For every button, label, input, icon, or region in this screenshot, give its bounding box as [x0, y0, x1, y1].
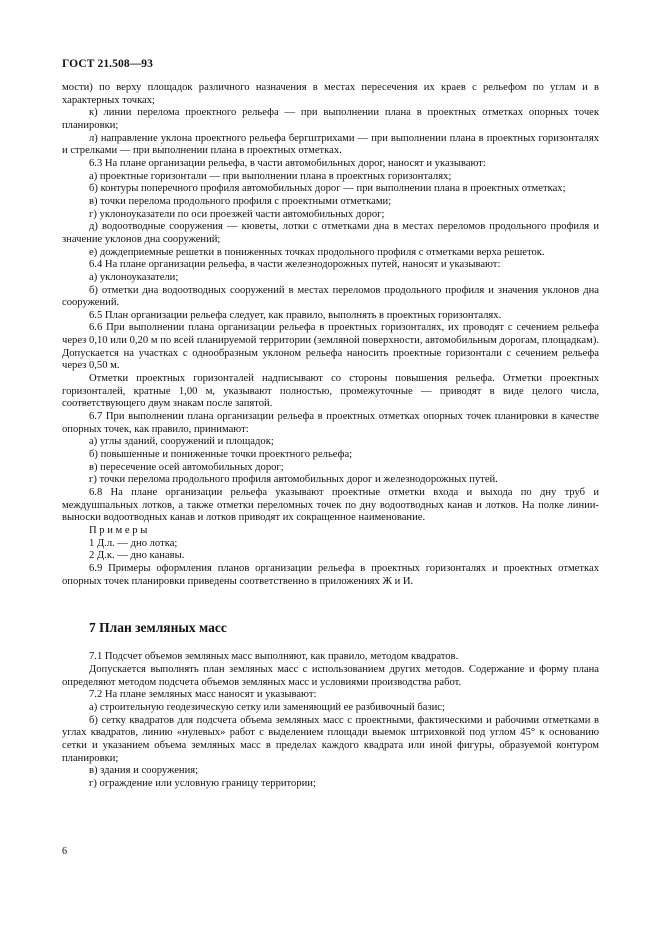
- document-header: ГОСТ 21.508—93: [62, 58, 153, 70]
- list-item: г) точки перелома продольного профиля автомобильных дорог и железнодорожных путей.: [89, 474, 498, 486]
- list-item: а) углы зданий, сооружений и площадок;: [89, 436, 274, 448]
- list-item: б) повышенные и пониженные точки проектного рельефа;: [89, 449, 353, 461]
- list-item: в) здания и сооружения;: [89, 765, 199, 777]
- paragraph: 6.7 При выполнении плана организации рельефа в проектных отметках опорных точек планировки в качестве опорных точек, как правило, принимают:: [62, 411, 599, 435]
- paragraph: 6.6 При выполнении плана организации рельефа в проектных горизонталях, их проводят с сечением рельефа через 0,10 или 0,20 м по всей планируемой территории (земляной поверхности, автомобильным дорогам, площадкам). Допускается на участках с однообразным уклоном рельефа наносить проектные горизонтали с сечением рельефа через 0,50 м.: [62, 322, 599, 372]
- paragraph: 6.4 На плане организации рельефа, в части железнодорожных путей, наносят и указывают:: [89, 259, 501, 271]
- paragraph: 6.3 На плане организации рельефа, в части автомобильных дорог, наносят и указывают:: [89, 157, 486, 169]
- list-item: а) уклоноуказатели;: [89, 271, 179, 283]
- list-item: л) направление уклона проектного рельефа бергштрихами — при выполнении плана в проектных горизонталях и стрелками — при выполнении плана в проектных отметках.: [62, 132, 599, 157]
- list-item: в) точки перелома продольного профиля с проектными отметками;: [89, 195, 392, 207]
- list-item: в) пересечение осей автомобильных дорог;: [89, 461, 284, 473]
- paragraph: Отметки проектных горизонталей надписывают со стороны повышения рельефа. Отметки проектных горизонталей, кратные 1,00 м, указывают полностью, промежуточные — приводят в виде целого числа, соответствующего двум знакам после запятой.: [62, 373, 599, 410]
- list-item: б) контуры поперечного профиля автомобильных дорог — при выполнении плана в проектных отметках;: [89, 183, 566, 195]
- paragraph: 7.1 Подсчет объемов земляных масс выполняют, как правило, методом квадратов.: [89, 651, 459, 663]
- document-body: [62, 82, 599, 790]
- list-item: б) сетку квадратов для подсчета объема земляных масс с проектными, фактическими и рабочими отметками в углах квадратов, линию «нулевых» работ с выделением площади выемок штриховкой под углом 45° к основанию сетки и указанием объема земляных масс в пределах каждого квадрата или иной фигуры, образуемой контуром планировки;: [62, 714, 599, 764]
- example-item: 2 Д.к. — дно канавы.: [89, 550, 185, 562]
- list-item: а) проектные горизонтали — при выполнении плана в проектных горизонталях;: [89, 170, 452, 182]
- list-item: е) дождеприемные решетки в пониженных точках продольного профиля с отметками верха решеток.: [89, 246, 545, 258]
- list-item: б) отметки дна водоотводных сооружений в местах переломов продольного профиля и значения уклонов дна сооружений.: [62, 284, 599, 309]
- list-item: к) линии перелома проектного рельефа — при выполнении плана в проектных отметках опорных точек планировки;: [62, 107, 599, 131]
- example-item: 1 Д.л. — дно лотка;: [89, 537, 178, 549]
- paragraph: 6.9 Примеры оформления планов организации рельефа в проектных горизонталях и проектных отметках опорных точек планировки приведены соответственно в приложениях Ж и И.: [62, 562, 599, 587]
- examples-label: П р и м е р ы: [89, 524, 148, 536]
- list-item: а) строительную геодезическую сетку или заменяющий ее разбивочный базис;: [89, 701, 445, 713]
- page-number: 6: [62, 846, 67, 857]
- paragraph: 6.5 План организации рельефа следует, как правило, выполнять в проектных горизонталях.: [89, 309, 502, 321]
- paragraph: 6.8 На плане организации рельефа указывают проектные отметки входа и выхода по дну труб и междушпальных лотков, а также отметки переломных точек по дну водоотводных канав и лотков. На полке линии-выноски водоотводных канав и лотков приводят их сокращенное наименование.: [62, 487, 599, 524]
- list-item: г) уклоноуказатели по оси проезжей части автомобильных дорог;: [89, 208, 385, 220]
- paragraph: Допускается выполнять план земляных масс с использованием других методов. Содержание и форму плана определяют методом подсчета объемов земляных масс и условиями производства работ.: [62, 663, 599, 688]
- list-item: г) ограждение или условную границу территории;: [89, 777, 316, 789]
- paragraph: мости) по верху площадок различного назначения в местах пересечения их краев с рельефом по углам и в характерных точках;: [62, 82, 599, 106]
- list-item: д) водоотводные сооружения — кюветы, лотки с отметками дна в местах переломов продольного профиля и значение уклонов дна сооружений;: [62, 221, 599, 245]
- paragraph: 7.2 На плане земляных масс наносят и указывают:: [89, 689, 317, 701]
- section-heading: 7 План земляных масс: [89, 620, 227, 636]
